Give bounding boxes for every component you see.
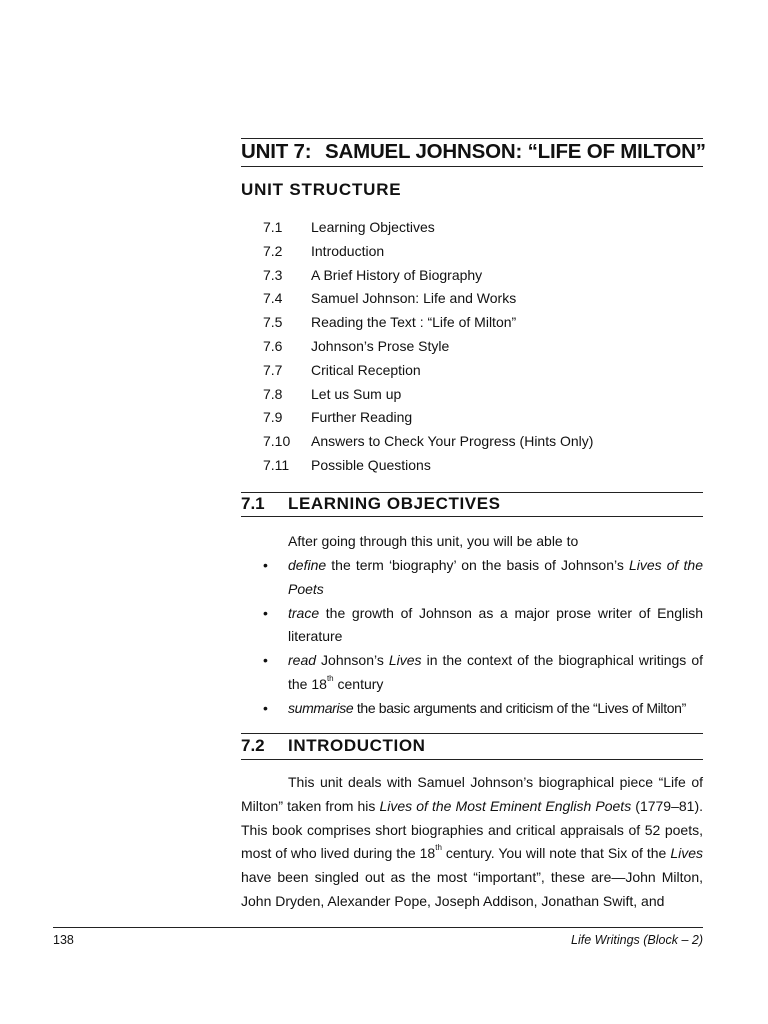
toc-item [263, 383, 703, 407]
toc-item [263, 359, 703, 383]
toc-label: Samuel Johnson: Life and Works [311, 290, 517, 307]
objective-verb: define [288, 557, 327, 573]
section-rule-top [241, 492, 703, 493]
toc-label: Critical Reception [311, 361, 421, 378]
objective-item [263, 649, 703, 697]
toc-item [263, 240, 703, 264]
unit-structure-heading: UNIT STRUCTURE [241, 180, 402, 199]
toc-number: 7.7 [263, 361, 283, 378]
objectives-list [263, 554, 703, 721]
toc-item [263, 287, 703, 311]
section-heading-introduction [241, 736, 426, 756]
toc-label: Further Reading [311, 409, 413, 426]
toc-item [263, 264, 703, 288]
para-text: have been singled out as the most “important”, these are—John Milton, John Dryden, Alexander Pope, Joseph Addison, Jonathan Swift, and [241, 869, 703, 909]
toc-label: Answers to Check Your Progress (Hints Only) [311, 433, 594, 450]
section-rule-bottom [241, 516, 703, 517]
book-title: Lives of the Poets [288, 557, 703, 597]
toc-item [263, 216, 703, 240]
toc-number: 7.8 [263, 385, 283, 402]
section-heading-learning-objectives [241, 494, 501, 514]
objective-item [263, 554, 703, 602]
toc-number: 7.11 [263, 456, 290, 473]
footer-rule [53, 927, 703, 928]
toc-number: 7.1 [263, 219, 283, 235]
toc-label: Introduction [311, 242, 385, 259]
objective-item [263, 602, 703, 650]
toc-number: 7.5 [263, 314, 283, 331]
section-rule-bottom-2 [241, 759, 703, 760]
toc-number: 7.9 [263, 409, 283, 426]
bullet-icon: • [263, 604, 268, 621]
objective-item [263, 697, 703, 721]
toc-label: Learning Objectives [311, 219, 435, 235]
objective-verb: trace [288, 604, 320, 621]
objective-text: Johnson’s [316, 652, 389, 669]
title-rule-bottom [241, 166, 703, 167]
bullet-icon: • [263, 652, 268, 669]
footer-title: Life Writings (Block – 2) [571, 933, 703, 947]
section-number: 7.1 [241, 494, 265, 513]
objective-verb: summarise [288, 699, 354, 716]
toc-number: 7.3 [263, 266, 283, 283]
section-title: LEARNING OBJECTIVES [288, 494, 501, 513]
toc-item [263, 406, 703, 430]
section-rule-top-2 [241, 733, 703, 734]
toc-item [263, 311, 703, 335]
objective-text: the growth of Johnson as a major prose writer of English literature [288, 604, 703, 645]
book-title: Lives of the Most Eminent English Poets [379, 797, 632, 814]
toc-item [263, 430, 703, 454]
page-number: 138 [53, 933, 74, 947]
unit-title-text: SAMUEL JOHNSON: “LIFE OF MILTON” [325, 140, 706, 163]
para-text: (1779–81). This book comprises short biographies and critical appraisals of 52 poets, most of who lived during the 18 [241, 797, 703, 862]
book-title: Lives [388, 652, 422, 669]
toc-label: A Brief History of Biography [311, 266, 483, 283]
objective-text: in the context of the biographical writings of the 18 [288, 652, 703, 692]
toc-label: Let us Sum up [311, 385, 402, 402]
toc-number: 7.10 [263, 433, 291, 450]
table-of-contents [263, 216, 703, 478]
section-number: 7.2 [241, 736, 265, 755]
toc-number: 7.6 [263, 337, 283, 354]
toc-label: Johnson’s Prose Style [311, 337, 450, 354]
emphasis: Lives [670, 845, 703, 862]
objective-text: the term ‘biography’ on the basis of Johnson’s [326, 557, 629, 573]
title-rule-top [241, 138, 703, 139]
toc-label: Reading the Text : “Life of Milton” [311, 314, 517, 331]
objectives-intro: After going through this unit, you will be able to [288, 533, 579, 549]
bullet-icon: • [263, 699, 268, 716]
toc-label: Possible Questions [311, 456, 431, 473]
superscript: th [435, 843, 442, 853]
objective-text: century [333, 675, 384, 692]
unit-number: UNIT 7: [241, 140, 312, 163]
section-title: INTRODUCTION [288, 736, 426, 755]
introduction-paragraph [241, 771, 703, 914]
objective-text: the basic arguments and criticism of the “Lives of Milton” [353, 699, 686, 716]
toc-number: 7.4 [263, 290, 283, 307]
superscript: th [326, 673, 334, 683]
unit-title [241, 140, 706, 164]
para-text: century. You will note that Six of the [441, 845, 671, 862]
toc-number: 7.2 [263, 242, 283, 259]
bullet-icon: • [263, 557, 268, 573]
objective-verb: read [288, 652, 317, 669]
toc-item [263, 454, 703, 478]
toc-item [263, 335, 703, 359]
para-text: This unit deals with Samuel Johnson’s biographical piece “Life of Milton” taken from his [241, 774, 703, 814]
